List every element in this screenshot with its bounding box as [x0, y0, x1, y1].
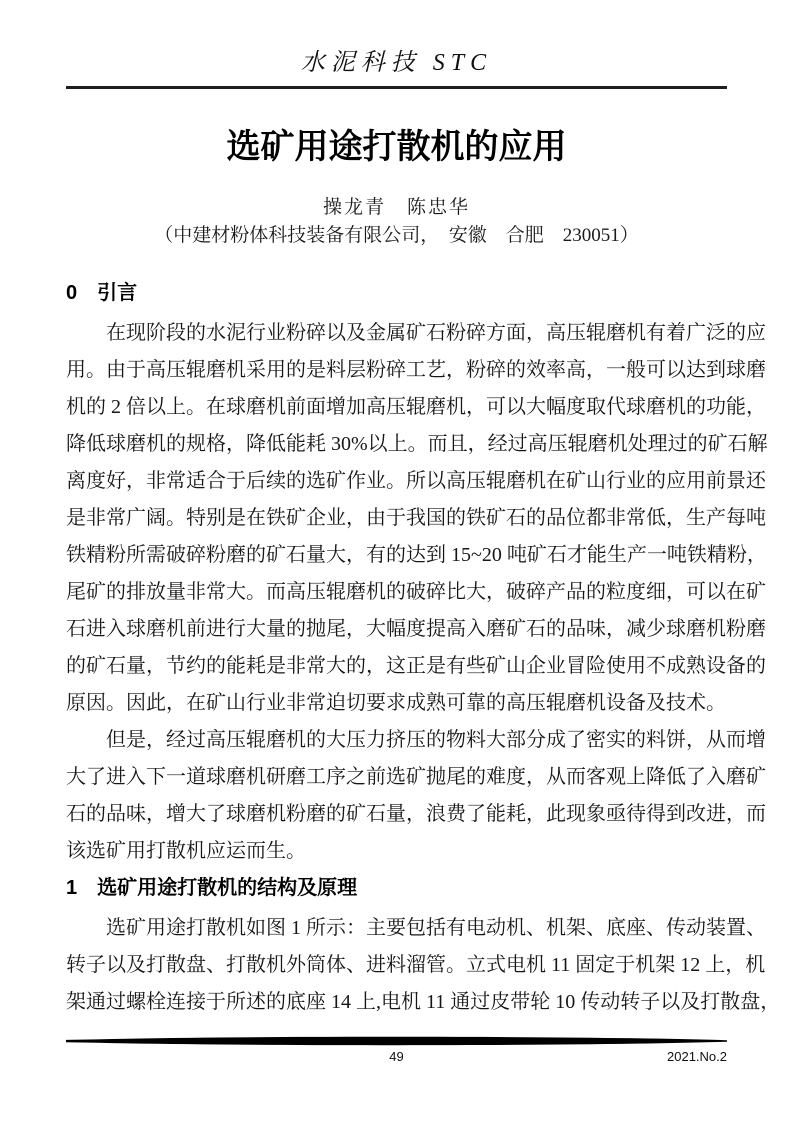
paper-title: 选矿用途打散机的应用	[226, 128, 567, 166]
text-line: 该选矿用打散机应运而生。	[66, 840, 306, 862]
text-line: 石的品味，增大了球磨机粉磨的矿石量，浪费了能耗，此现象亟待得到改进，而	[66, 803, 766, 825]
text-line: 离度好，非常适合于后续的选矿作业。所以高压辊磨机在矿山行业的应用前景还	[66, 470, 766, 492]
journal-header-title: 水泥科技 STC	[300, 50, 493, 76]
paragraph-intro-1	[66, 315, 768, 722]
header-rule	[66, 86, 727, 89]
text-line: 在现阶段的水泥行业粉碎以及金属矿石粉碎方面，高压辊磨机有着广泛的应	[106, 322, 766, 344]
footer-text-row	[66, 1048, 727, 1066]
page-footer	[66, 1036, 727, 1066]
text-line: 用。由于高压辊磨机采用的是料层粉碎工艺，粉碎的效率高，一般可以达到球磨	[66, 359, 766, 381]
authors-line: 操龙青 陈忠华	[322, 197, 470, 218]
text-line: 铁精粉所需破碎粉磨的矿石量大，有的达到 15~20 吨矿石才能生产一吨铁精粉，	[66, 544, 767, 566]
text-line: 转子以及打散盘、打散机外筒体、进料溜管。立式电机 11 固定于机架 12 上，机	[66, 954, 766, 976]
paragraph-structure-1	[66, 910, 781, 1021]
text-line: 石进入球磨机前进行大量的抛尾，大幅度提高入磨矿石的品味，减少球磨机粉磨	[66, 618, 766, 640]
text-line: 选矿用途打散机如图 1 所示：主要包括有电动机、机架、底座、传动装置、	[106, 917, 766, 939]
page-number: 49	[389, 1049, 404, 1064]
text-line: 机的 2 倍以上。在球磨机前面增加高压辊磨机，可以大幅度取代球磨机的功能，	[66, 396, 766, 418]
section-heading-introduction: 0 引言	[66, 282, 138, 304]
affiliation-line: （中建材粉体科技装备有限公司， 安徽 合肥 230051）	[154, 225, 639, 246]
text-line: 架通过螺栓连接于所述的底座 14 上,电机 11 通过皮带轮 10 传动转子以及打散盘，	[66, 991, 781, 1013]
text-line: 降低球磨机的规格，降低能耗 30%以上。而且，经过高压辊磨机处理过的矿石解	[66, 433, 768, 455]
text-line: 的矿石量，节约的能耗是非常大的，这正是有些矿山企业冒险使用不成熟设备的	[66, 655, 766, 677]
text-line: 大了进入下一道球磨机研磨工序之前选矿抛尾的难度，从而客观上降低了入磨矿	[66, 766, 766, 788]
paragraph-intro-2	[66, 722, 766, 870]
issue-number: 2021.No.2	[667, 1049, 727, 1064]
text-line: 尾矿的排放量非常大。而高压辊磨机的破碎比大，破碎产品的粒度细，可以在矿	[66, 581, 766, 603]
footer-rule-bar	[66, 1036, 727, 1046]
text-line: 是非常广阔。特别是在铁矿企业，由于我国的铁矿石的品位都非常低，生产每吨	[66, 507, 766, 529]
section-heading-structure: 1 选矿用途打散机的结构及原理	[66, 877, 358, 899]
text-line: 但是，经过高压辊磨机的大压力挤压的物料大部分成了密实的料饼，从而增	[106, 729, 766, 751]
text-line: 原因。因此，在矿山行业非常迫切要求成熟可靠的高压辊磨机设备及技术。	[66, 692, 726, 714]
